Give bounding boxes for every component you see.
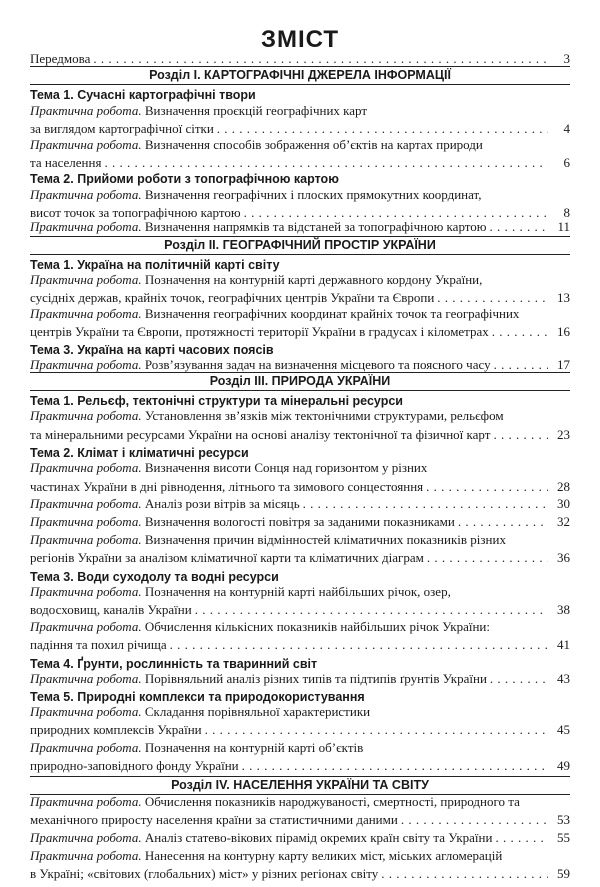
leader-dots-fill (427, 550, 548, 566)
toc-line (30, 704, 370, 720)
practical-work-label: Практична робота. (30, 740, 142, 755)
leader-dots-fill (170, 637, 548, 653)
page-number: 16 (557, 324, 570, 339)
page-number: 59 (557, 866, 570, 881)
leader-dots (381, 866, 548, 882)
leader-dots (303, 496, 548, 512)
toc-line (30, 584, 451, 600)
page-number: 53 (557, 812, 570, 827)
leader-dots-fill (495, 830, 548, 846)
page-title: ЗМІСТ (260, 26, 340, 53)
toc-line (30, 408, 504, 424)
toc-entry-text: природно-заповідного фонду України (30, 758, 239, 773)
page-number: 23 (557, 427, 570, 442)
practical-work-label: Практична робота. (30, 671, 142, 686)
toc-line (30, 137, 483, 153)
page-number: 41 (557, 637, 570, 652)
toc-line (30, 514, 455, 530)
toc-line (30, 758, 239, 774)
practical-work-label: Практична робота. (30, 137, 142, 152)
leader-dots-fill (303, 496, 548, 512)
toc-entry-text: Визначення проєкцій географічних карт (144, 103, 368, 118)
leader-dots (493, 427, 548, 443)
toc-entry-text: природних комплексів України (30, 722, 202, 737)
toc-line (30, 722, 202, 738)
toc-entry-text: центрів України та Європи, протяжності території України в градусах і кілометрах (30, 324, 489, 339)
toc-line (30, 479, 423, 495)
toc-entry-text: висот точок за топографічною картою (30, 205, 241, 220)
leader-dots-fill (217, 121, 548, 137)
section-heading: Розділ І. КАРТОГРАФІЧНІ ДЖЕРЕЛА ІНФОРМАЦІЇ (149, 68, 451, 82)
toc-entry-text: Визначення географічних і плоских прямокутних координат, (144, 187, 482, 202)
toc-entry-text: Порівняльний аналіз різних типів та підтипів ґрунтів України (144, 671, 487, 686)
section-rule (30, 372, 570, 373)
practical-work-label: Практична робота. (30, 408, 142, 423)
toc-line (30, 740, 363, 756)
leader-dots (93, 51, 548, 67)
leader-dots (494, 357, 548, 373)
toc-entry-text: Визначення висоти Сонця над горизонтом у різних (144, 460, 428, 475)
toc-entry-text: сусідніх держав, крайніх точок, географічних центрів України та Європи (30, 290, 435, 305)
leader-dots (217, 121, 548, 137)
leader-dots-fill (494, 357, 548, 373)
practical-work-label: Практична робота. (30, 584, 142, 599)
leader-dots-fill (93, 51, 548, 67)
leader-dots-fill (426, 479, 548, 495)
toc-line (30, 812, 398, 828)
practical-work-label: Практична робота. (30, 272, 142, 287)
topic-heading: Тема 2. Клімат і кліматичні ресурси (30, 446, 249, 460)
leader-dots (104, 155, 548, 171)
leader-dots-fill (437, 290, 548, 306)
toc-line (30, 357, 491, 373)
toc-entry-text: Визначення способів зображення об’єктів на картах природи (144, 137, 483, 152)
toc-line (30, 496, 300, 512)
toc-line (30, 671, 487, 687)
toc-entry-text: Позначення на контурній карті державного кордону України, (144, 272, 483, 287)
leader-dots-fill (493, 427, 548, 443)
page-number: 55 (557, 830, 570, 845)
section-rule (30, 84, 570, 85)
page-number: 17 (557, 357, 570, 372)
leader-dots-fill (490, 671, 548, 687)
toc-line (30, 290, 434, 306)
toc-entry-text: та мінеральними ресурсами України на основі аналізу тектонічної та фізичної карт (30, 427, 491, 442)
toc-line (30, 794, 520, 810)
toc-entry-text: Обчислення показників народжуваності, смертності, природного та (144, 794, 520, 809)
leader-dots-fill (458, 514, 548, 530)
practical-work-label: Практична робота. (30, 830, 142, 845)
toc-entry-text: за виглядом картографічної сітки (30, 121, 214, 136)
leader-dots (427, 550, 548, 566)
page-number: 30 (557, 496, 570, 511)
page-number: 4 (563, 121, 570, 136)
leader-dots-fill (490, 219, 549, 235)
leader-dots-fill (242, 758, 548, 774)
topic-heading: Тема 1. Рельєф, тектонічні структури та мінеральні ресурси (30, 394, 403, 408)
leader-dots-fill (401, 812, 548, 828)
toc-entry-text: Позначення на контурній карті об’єктів (144, 740, 364, 755)
topic-heading: Тема 3. Україна на карті часових поясів (30, 343, 274, 357)
leader-dots-fill (492, 324, 548, 340)
toc-entry-text: Складання порівняльної характеристики (144, 704, 371, 719)
practical-work-label: Практична робота. (30, 306, 142, 321)
leader-dots (401, 812, 548, 828)
leader-dots (195, 602, 548, 618)
toc-line (30, 866, 378, 882)
toc-line (30, 619, 490, 635)
toc-entry-text: Визначення вологості повітря за заданими показниками (144, 514, 455, 529)
page-number: 45 (557, 722, 570, 737)
leader-dots (437, 290, 548, 306)
toc-entry-text: механічного приросту населення країни за статистичними даними (30, 812, 398, 827)
toc-entry-text: водосховищ, каналів України (30, 602, 192, 617)
leader-dots (170, 637, 548, 653)
leader-dots (492, 324, 548, 340)
practical-work-label: Практична робота. (30, 532, 142, 547)
leader-dots (242, 758, 548, 774)
page-number: 11 (557, 219, 570, 234)
toc-line (30, 637, 167, 653)
leader-dots-fill (205, 722, 548, 738)
practical-work-label: Практична робота. (30, 219, 142, 234)
topic-heading: Тема 5. Природні комплекси та природокористування (30, 690, 365, 704)
practical-work-label: Практична робота. (30, 460, 142, 475)
practical-work-label: Практична робота. (30, 187, 142, 202)
toc-line (30, 460, 427, 476)
toc-line (30, 187, 482, 203)
topic-heading: Тема 1. Україна на політичній карті світу (30, 258, 280, 272)
practical-work-label: Практична робота. (30, 704, 142, 719)
page-number: 3 (563, 51, 570, 66)
toc-entry-text: Аналіз статево-вікових пірамід окремих країн світу та України (144, 830, 493, 845)
page-number: 13 (557, 290, 570, 305)
section-heading: Розділ IV. НАСЕЛЕННЯ УКРАЇНИ ТА СВІТУ (171, 778, 429, 792)
toc-entry-text: Розв’язування задач на визначення місцевого та поясного часу (144, 357, 491, 372)
leader-dots (490, 671, 548, 687)
leader-dots (490, 219, 549, 235)
page-number: 8 (563, 205, 570, 220)
leader-dots (495, 830, 548, 846)
section-rule (30, 236, 570, 237)
page-number: 43 (557, 671, 570, 686)
toc-line (30, 51, 90, 67)
toc-entry-text: Нанесення на контурну карту великих міст, міських агломерацій (144, 848, 503, 863)
toc-entry-text: Визначення напрямків та відстаней за топографічною картою (144, 219, 487, 234)
topic-heading: Тема 4. Ґрунти, рослинність та тваринний світ (30, 657, 318, 671)
leader-dots (426, 479, 548, 495)
leader-dots-fill (195, 602, 548, 618)
toc-entry-text: частинах України в дні рівнодення, літнього та зимового сонцестояння (30, 479, 424, 494)
toc-entry-text: Передмова (30, 51, 91, 66)
toc-line (30, 602, 192, 618)
page-number: 49 (557, 758, 570, 773)
toc-line (30, 103, 367, 119)
leader-dots-fill (104, 155, 548, 171)
practical-work-label: Практична робота. (30, 103, 142, 118)
leader-dots-fill (381, 866, 548, 882)
toc-line (30, 324, 489, 340)
toc-line (30, 121, 214, 137)
section-rule (30, 254, 570, 255)
practical-work-label: Практична робота. (30, 848, 142, 863)
toc-line (30, 532, 506, 548)
toc-line (30, 219, 487, 235)
toc-entry-text: Позначення на контурній карті найбільших річок, озер, (144, 584, 451, 599)
practical-work-label: Практична робота. (30, 357, 142, 372)
section-heading: Розділ ІІ. ГЕОГРАФІЧНИЙ ПРОСТІР УКРАЇНИ (164, 238, 436, 252)
page-number: 28 (557, 479, 570, 494)
toc-entry-text: Обчислення кількісних показників найбільших річок України: (144, 619, 490, 634)
section-rule (30, 776, 570, 777)
page-number: 32 (557, 514, 570, 529)
practical-work-label: Практична робота. (30, 794, 142, 809)
page-number: 6 (563, 155, 570, 170)
topic-heading: Тема 1. Сучасні картографічні твори (30, 88, 256, 102)
section-heading: Розділ ІІІ. ПРИРОДА УКРАЇНИ (209, 374, 391, 388)
toc-entry-text: Визначення географічних координат крайніх точок та географічних (144, 306, 520, 321)
toc-entry-text: в Україні; «світових (глобальних) міст» у різних регіонах світу (30, 866, 379, 881)
leader-dots (458, 514, 548, 530)
toc-entry-text: Визначення причин відмінностей кліматичних показників різних (144, 532, 506, 547)
toc-line (30, 830, 492, 846)
toc-entry-text: та населення (30, 155, 102, 170)
toc-entry-text: регіонів України за аналізом кліматичної карти та кліматичних діаграм (30, 550, 424, 565)
section-rule (30, 66, 570, 67)
toc-line (30, 306, 519, 322)
toc-line (30, 848, 502, 864)
toc-entry-text: Установлення зв’язків між тектонічними структурами, рельєфом (144, 408, 504, 423)
toc-line (30, 155, 101, 171)
toc-line (30, 550, 424, 566)
page-number: 36 (557, 550, 570, 565)
practical-work-label: Практична робота. (30, 514, 142, 529)
practical-work-label: Практична робота. (30, 619, 142, 634)
toc-entry-text: Аналіз рози вітрів за місяць (144, 496, 300, 511)
practical-work-label: Практична робота. (30, 496, 142, 511)
section-rule (30, 390, 570, 391)
leader-dots (205, 722, 548, 738)
toc-entry-text: падіння та похил річища (30, 637, 167, 652)
page-number: 38 (557, 602, 570, 617)
topic-heading: Тема 2. Прийоми роботи з топографічною картою (30, 172, 339, 186)
toc-line (30, 272, 482, 288)
toc-line (30, 427, 490, 443)
topic-heading: Тема 3. Води суходолу та водні ресурси (30, 570, 279, 584)
